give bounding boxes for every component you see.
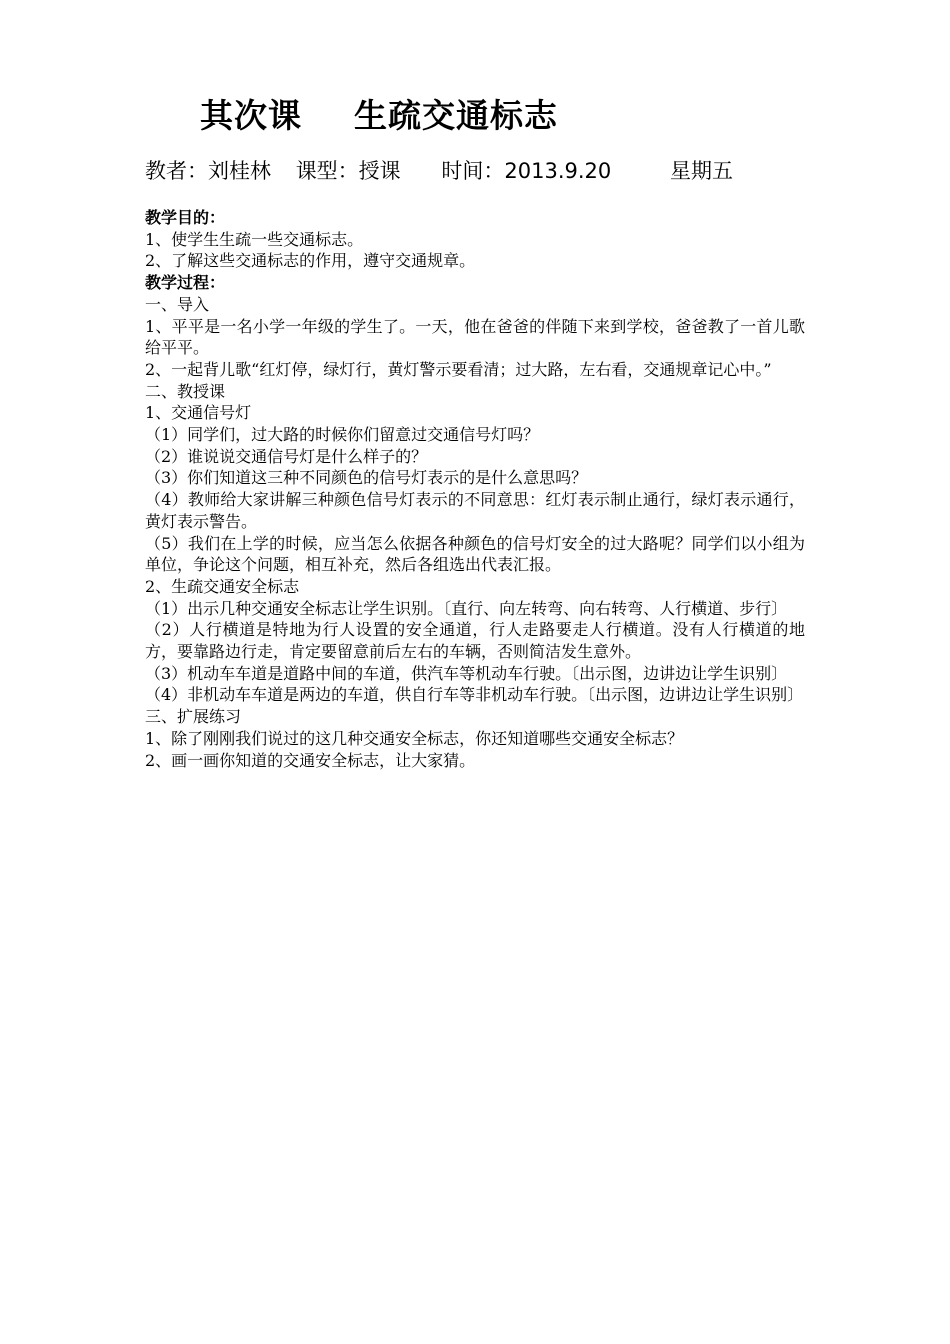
subsection-heading: 2、生疏交通安全标志 [145, 576, 300, 596]
meta-weekday: 星期五 [669, 159, 733, 183]
section-heading: 二、教授课 [145, 381, 226, 401]
paragraph: 1、平平是一名小学一年级的学生了。一天，他在爸爸的伴随下来到学校，爸爸教了一首儿歌给平平。 [145, 316, 805, 358]
question-item: （4）非机动车车道是两边的车道，供自行车等非机动车行驶。〔出示图，边讲边让学生识别〕 [145, 685, 804, 705]
subsection-heading: 1、交通信号灯 [145, 403, 252, 423]
section-heading: 三、扩展练习 [145, 707, 242, 727]
paragraph: 1、除了刚刚我们说过的这几种交通安全标志，你还知道哪些交通安全标志？ [145, 728, 684, 748]
meta-teacher: 教者：刘桂林 [145, 159, 271, 183]
meta-type: 课型：授课 [295, 159, 401, 183]
paragraph: 2、画一画你知道的交通安全标志，让大家猜。 [145, 750, 476, 770]
question-item: （4）教师给大家讲解三种颜色信号灯表示的不同意思：红灯表示制止通行，绿灯表示通行，黄灯表示警告。 [145, 490, 805, 531]
aim-heading: 教学目的： [145, 208, 226, 227]
question-item: （1）同学们，过大路的时候你们留意过交通信号灯吗？ [145, 425, 540, 445]
lesson-title [200, 90, 558, 137]
lesson-body [145, 207, 805, 771]
question-item: （2）谁说说交通信号灯是什么样子的？ [145, 446, 428, 466]
question-item: （3）机动车车道是道路中间的车道，供汽车等机动车行驶。〔出示图，边讲边让学生识别〕 [145, 663, 788, 683]
question-item: （2）人行横道是特地为行人设置的安全通道，行人走路要走人行横道。没有人行横道的地方，要靠路边行走，肯定要留意前后左右的车辆，否则简洁发生意外。 [145, 620, 805, 662]
process-heading: 教学过程： [145, 273, 226, 293]
lesson-topic: 生疏交通标志 [354, 96, 558, 135]
question-item: （1）出示几种交通安全标志让学生识别。〔直行、向左转弯、向右转弯、人行横道、步行〕 [145, 598, 788, 618]
meta-time: 时间：2013.9.20 [441, 159, 612, 183]
aim-item: 1、使学生生疏一些交通标志。 [145, 229, 364, 249]
section-heading: 一、导入 [145, 294, 210, 314]
lesson-meta [145, 155, 733, 185]
paragraph: 2、一起背儿歌“红灯停，绿灯行，黄灯警示要看清；过大路，左右看，交通规章记心中。” [145, 359, 772, 379]
lesson-number: 其次课 [200, 96, 302, 135]
question-item: （3）你们知道这三种不同颜色的信号灯表示的是什么意思吗？ [145, 468, 588, 488]
aim-item: 2、了解这些交通标志的作用，遵守交通规章。 [145, 251, 476, 271]
question-item: （5）我们在上学的时候，应当怎么依据各种颜色的信号灯安全的过大路呢？同学们以小组为单位，争论这个问题，相互补充，然后各组选出代表汇报。 [145, 533, 805, 575]
